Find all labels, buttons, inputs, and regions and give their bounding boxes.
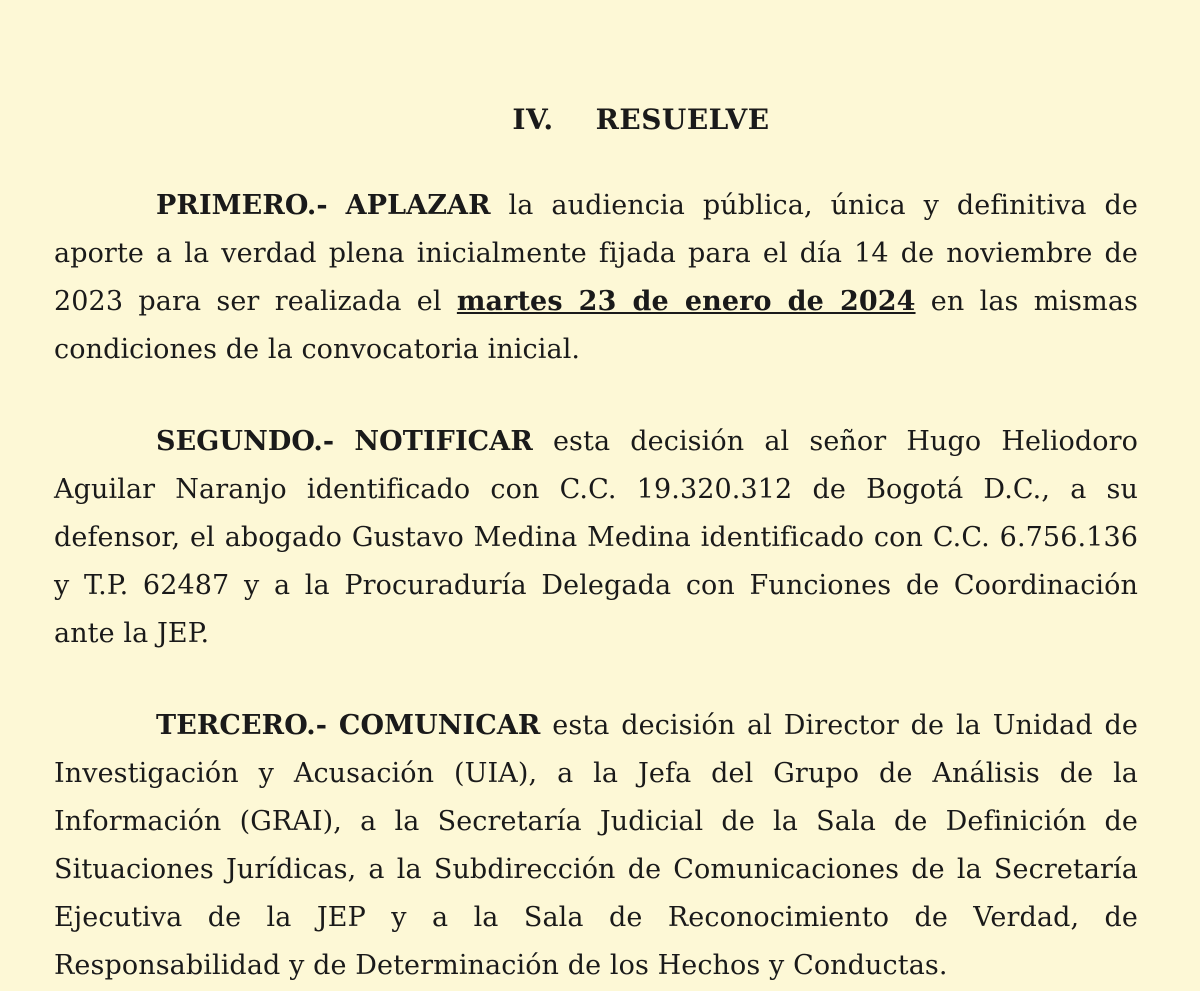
action-keyword: COMUNICAR (338, 710, 541, 741)
section-title: RESUELVE (595, 103, 770, 136)
ordinal-label: PRIMERO.- (156, 190, 328, 221)
hearing-date: martes 23 de enero de 2024 (456, 286, 916, 317)
section-number: IV. (512, 103, 554, 136)
paragraph-text: en las mismas condiciones de la convocatoria inicial. (54, 286, 1138, 365)
paragraph-text: la audiencia pública, única y definitiva de aporte a la verdad plena inicialmente fijada para el día 14 de noviembre de 2023 para ser realizada el (54, 190, 1139, 317)
paragraph-text: esta decisión al señor Hugo Heliodoro Aguilar Naranjo identificado con C.C. 19.320.312 de Bogotá D.C., a su defensor, el abogado Gustavo Medina Medina identificado con C.C. 6.756.136 y T.P. 62487 y a la Procuraduría Delegada con Funciones de Coordinación ante la JEP. (54, 426, 1139, 649)
paragraph-segundo (54, 418, 1138, 658)
action-keyword: APLAZAR (345, 190, 491, 221)
section-heading (54, 100, 1138, 140)
ordinal-label: TERCERO.- (156, 710, 328, 741)
action-keyword: NOTIFICAR (354, 426, 533, 457)
paragraph-primero (54, 182, 1138, 374)
ordinal-label: SEGUNDO.- (156, 426, 335, 457)
paragraph-text: esta decisión al Director de la Unidad de Investigación y Acusación (UIA), a la Jefa del Grupo de Análisis de la Información (GRAI), a la Secretaría Judicial de la Sala de Definición de Situaciones Jurídicas, a la Subdirección de Comunicaciones de la Secretaría Ejecutiva de la JEP y a la Sala de Reconocimiento de Verdad, de Responsabilidad y de Determinación de los Hechos y Conductas. (54, 710, 1139, 981)
paragraph-tercero (54, 702, 1138, 990)
